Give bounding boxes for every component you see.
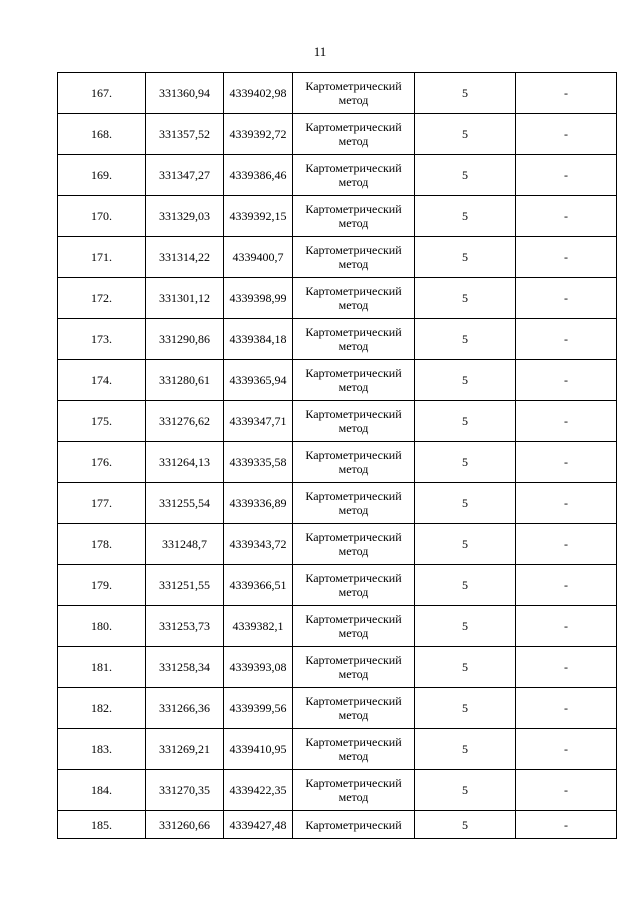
x-coordinate-cell-text: 331264,13 [159,455,210,469]
method-cell [293,401,415,442]
accuracy-cell-text: 5 [462,127,468,141]
extra-cell [516,319,617,360]
point-number-cell-text: 183. [91,742,112,756]
extra-cell-text: - [564,455,568,469]
method-cell [293,770,415,811]
y-coordinate-cell-text: 4339410,95 [229,742,287,756]
x-coordinate-cell [146,401,224,442]
table-row [58,524,617,565]
point-number-cell [58,73,146,114]
point-number-cell-text: 176. [91,455,112,469]
x-coordinate-cell [146,729,224,770]
method-cell-text: Картометрический метод [305,284,402,312]
accuracy-cell [415,565,516,606]
point-number-cell-text: 185. [91,817,112,832]
method-cell-text: Картометрический метод [305,694,402,722]
accuracy-cell-text: 5 [462,332,468,346]
table-row [58,401,617,442]
y-coordinate-cell [224,483,293,524]
x-coordinate-cell [146,237,224,278]
accuracy-cell [415,729,516,770]
y-coordinate-cell-text: 4339365,94 [229,373,287,387]
accuracy-cell-text: 5 [462,496,468,510]
point-number-cell [58,647,146,688]
y-coordinate-cell [224,606,293,647]
extra-cell-text: - [564,127,568,141]
table-row [58,647,617,688]
point-number-cell-text: 182. [91,701,112,715]
x-coordinate-cell [146,647,224,688]
extra-cell-text: - [564,537,568,551]
point-number-cell [58,237,146,278]
y-coordinate-cell-text: 4339335,58 [229,455,287,469]
point-number-cell [58,606,146,647]
point-number-cell [58,770,146,811]
extra-cell [516,114,617,155]
y-coordinate-cell [224,811,293,839]
accuracy-cell [415,155,516,196]
extra-cell-text: - [564,578,568,592]
x-coordinate-cell-text: 331301,12 [159,291,210,305]
accuracy-cell [415,606,516,647]
y-coordinate-cell-text: 4339400,7 [232,250,284,264]
point-number-cell [58,524,146,565]
point-number-cell-text: 184. [91,783,112,797]
extra-cell-text: - [564,701,568,715]
x-coordinate-cell-text: 331248,7 [162,537,207,551]
x-coordinate-cell-text: 331258,34 [159,660,210,674]
x-coordinate-cell-text: 331290,86 [159,332,210,346]
accuracy-cell [415,360,516,401]
x-coordinate-cell [146,442,224,483]
point-number-cell [58,401,146,442]
method-cell [293,360,415,401]
method-cell-text: Картометрический метод [305,243,402,271]
accuracy-cell [415,278,516,319]
point-number-cell [58,483,146,524]
x-coordinate-cell [146,114,224,155]
point-number-cell-text: 167. [91,86,112,100]
table-row [58,811,617,839]
y-coordinate-cell [224,155,293,196]
method-cell-text: Картометрический [305,817,402,832]
x-coordinate-cell [146,278,224,319]
accuracy-cell [415,401,516,442]
method-cell [293,688,415,729]
x-coordinate-cell-text: 331329,03 [159,209,210,223]
accuracy-cell-text: 5 [462,817,468,832]
method-cell [293,278,415,319]
accuracy-cell [415,319,516,360]
x-coordinate-cell-text: 331357,52 [159,127,210,141]
y-coordinate-cell [224,360,293,401]
accuracy-cell-text: 5 [462,578,468,592]
method-cell-text: Картометрический метод [305,161,402,189]
x-coordinate-cell-text: 331260,66 [159,817,210,832]
y-coordinate-cell [224,647,293,688]
accuracy-cell-text: 5 [462,168,468,182]
extra-cell-text: - [564,496,568,510]
point-number-cell-text: 174. [91,373,112,387]
y-coordinate-cell-text: 4339347,71 [229,414,287,428]
extra-cell [516,196,617,237]
table-row [58,688,617,729]
y-coordinate-cell-text: 4339392,72 [229,127,287,141]
extra-cell [516,811,617,839]
coordinates-table [57,72,617,839]
table-row [58,606,617,647]
method-cell [293,114,415,155]
table-row [58,237,617,278]
y-coordinate-cell-text: 4339343,72 [229,537,287,551]
x-coordinate-cell [146,73,224,114]
method-cell [293,811,415,839]
method-cell-text: Картометрический метод [305,120,402,148]
point-number-cell [58,319,146,360]
accuracy-cell [415,73,516,114]
table-row [58,114,617,155]
accuracy-cell-text: 5 [462,701,468,715]
point-number-cell [58,565,146,606]
y-coordinate-cell [224,688,293,729]
x-coordinate-cell-text: 331266,36 [159,701,210,715]
extra-cell-text: - [564,817,568,832]
x-coordinate-cell-text: 331314,22 [159,250,210,264]
method-cell [293,565,415,606]
y-coordinate-cell-text: 4339399,56 [229,701,287,715]
point-number-cell [58,442,146,483]
y-coordinate-cell [224,73,293,114]
method-cell-text: Картометрический метод [305,407,402,435]
point-number-cell [58,278,146,319]
method-cell [293,155,415,196]
x-coordinate-cell [146,770,224,811]
point-number-cell-text: 175. [91,414,112,428]
y-coordinate-cell [224,401,293,442]
point-number-cell [58,114,146,155]
extra-cell [516,729,617,770]
x-coordinate-cell [146,360,224,401]
y-coordinate-cell-text: 4339336,89 [229,496,287,510]
x-coordinate-cell-text: 331253,73 [159,619,210,633]
point-number-cell-text: 168. [91,127,112,141]
accuracy-cell-text: 5 [462,455,468,469]
method-cell [293,237,415,278]
table-row [58,73,617,114]
method-cell-text: Картометрический метод [305,202,402,230]
extra-cell-text: - [564,742,568,756]
table-row [58,155,617,196]
method-cell-text: Картометрический метод [305,79,402,107]
point-number-cell-text: 180. [91,619,112,633]
table-row [58,565,617,606]
extra-cell-text: - [564,168,568,182]
x-coordinate-cell-text: 331347,27 [159,168,210,182]
y-coordinate-cell [224,196,293,237]
y-coordinate-cell [224,524,293,565]
accuracy-cell-text: 5 [462,742,468,756]
extra-cell-text: - [564,783,568,797]
accuracy-cell [415,647,516,688]
x-coordinate-cell-text: 331276,62 [159,414,210,428]
accuracy-cell [415,442,516,483]
x-coordinate-cell-text: 331251,55 [159,578,210,592]
y-coordinate-cell-text: 4339402,98 [229,86,287,100]
accuracy-cell-text: 5 [462,783,468,797]
y-coordinate-cell [224,442,293,483]
table-row [58,319,617,360]
accuracy-cell-text: 5 [462,414,468,428]
method-cell [293,524,415,565]
y-coordinate-cell-text: 4339398,99 [229,291,287,305]
point-number-cell-text: 169. [91,168,112,182]
extra-cell-text: - [564,619,568,633]
table-row [58,442,617,483]
method-cell-text: Картометрический метод [305,530,402,558]
table-row [58,483,617,524]
extra-cell [516,73,617,114]
method-cell-text: Картометрический метод [305,653,402,681]
point-number-cell [58,196,146,237]
y-coordinate-cell-text: 4339366,51 [229,578,287,592]
x-coordinate-cell [146,524,224,565]
accuracy-cell [415,237,516,278]
extra-cell [516,647,617,688]
point-number-cell [58,811,146,839]
y-coordinate-cell [224,770,293,811]
accuracy-cell-text: 5 [462,619,468,633]
accuracy-cell [415,770,516,811]
point-number-cell [58,155,146,196]
x-coordinate-cell [146,483,224,524]
extra-cell [516,770,617,811]
y-coordinate-cell-text: 4339427,48 [229,817,287,832]
extra-cell [516,606,617,647]
accuracy-cell [415,688,516,729]
page-number: 11 [313,44,327,59]
accuracy-cell [415,196,516,237]
method-cell [293,647,415,688]
method-cell-text: Картометрический метод [305,612,402,640]
y-coordinate-cell-text: 4339386,46 [229,168,287,182]
x-coordinate-cell [146,319,224,360]
extra-cell [516,483,617,524]
extra-cell-text: - [564,414,568,428]
table-row [58,196,617,237]
method-cell [293,319,415,360]
method-cell-text: Картометрический метод [305,366,402,394]
method-cell [293,729,415,770]
y-coordinate-cell [224,237,293,278]
method-cell-text: Картометрический метод [305,735,402,763]
method-cell [293,606,415,647]
point-number-cell [58,688,146,729]
extra-cell-text: - [564,660,568,674]
x-coordinate-cell-text: 331269,21 [159,742,210,756]
x-coordinate-cell [146,196,224,237]
method-cell [293,483,415,524]
extra-cell [516,442,617,483]
accuracy-cell [415,524,516,565]
x-coordinate-cell-text: 331255,54 [159,496,210,510]
y-coordinate-cell [224,114,293,155]
point-number-cell-text: 173. [91,332,112,346]
x-coordinate-cell [146,606,224,647]
y-coordinate-cell-text: 4339393,08 [229,660,287,674]
accuracy-cell-text: 5 [462,209,468,223]
extra-cell [516,688,617,729]
x-coordinate-cell [146,565,224,606]
method-cell-text: Картометрический метод [305,571,402,599]
table-row [58,360,617,401]
table-row [58,278,617,319]
y-coordinate-cell-text: 4339392,15 [229,209,287,223]
extra-cell [516,401,617,442]
point-number-cell [58,729,146,770]
accuracy-cell-text: 5 [462,537,468,551]
point-number-cell-text: 178. [91,537,112,551]
x-coordinate-cell [146,811,224,839]
point-number-cell [58,360,146,401]
point-number-cell-text: 177. [91,496,112,510]
x-coordinate-cell-text: 331280,61 [159,373,210,387]
extra-cell [516,565,617,606]
extra-cell-text: - [564,209,568,223]
x-coordinate-cell [146,155,224,196]
extra-cell-text: - [564,86,568,100]
point-number-cell-text: 171. [91,250,112,264]
method-cell [293,73,415,114]
x-coordinate-cell-text: 331270,35 [159,783,210,797]
method-cell-text: Картометрический метод [305,776,402,804]
y-coordinate-cell [224,729,293,770]
y-coordinate-cell [224,565,293,606]
accuracy-cell [415,483,516,524]
accuracy-cell [415,811,516,839]
accuracy-cell-text: 5 [462,250,468,264]
point-number-cell-text: 179. [91,578,112,592]
extra-cell-text: - [564,291,568,305]
accuracy-cell-text: 5 [462,86,468,100]
x-coordinate-cell [146,688,224,729]
extra-cell [516,278,617,319]
extra-cell-text: - [564,373,568,387]
extra-cell-text: - [564,332,568,346]
method-cell [293,196,415,237]
point-number-cell-text: 181. [91,660,112,674]
accuracy-cell [415,114,516,155]
extra-cell [516,237,617,278]
coordinates-table-body [58,73,617,839]
extra-cell [516,360,617,401]
y-coordinate-cell [224,319,293,360]
method-cell-text: Картометрический метод [305,325,402,353]
y-coordinate-cell [224,278,293,319]
accuracy-cell-text: 5 [462,660,468,674]
extra-cell [516,155,617,196]
method-cell [293,442,415,483]
point-number-cell-text: 170. [91,209,112,223]
extra-cell-text: - [564,250,568,264]
x-coordinate-cell-text: 331360,94 [159,86,210,100]
table-row [58,770,617,811]
accuracy-cell-text: 5 [462,373,468,387]
point-number-cell-text: 172. [91,291,112,305]
accuracy-cell-text: 5 [462,291,468,305]
y-coordinate-cell-text: 4339384,18 [229,332,287,346]
table-row [58,729,617,770]
extra-cell [516,524,617,565]
y-coordinate-cell-text: 4339422,35 [229,783,287,797]
method-cell-text: Картометрический метод [305,489,402,517]
method-cell-text: Картометрический метод [305,448,402,476]
y-coordinate-cell-text: 4339382,1 [232,619,284,633]
